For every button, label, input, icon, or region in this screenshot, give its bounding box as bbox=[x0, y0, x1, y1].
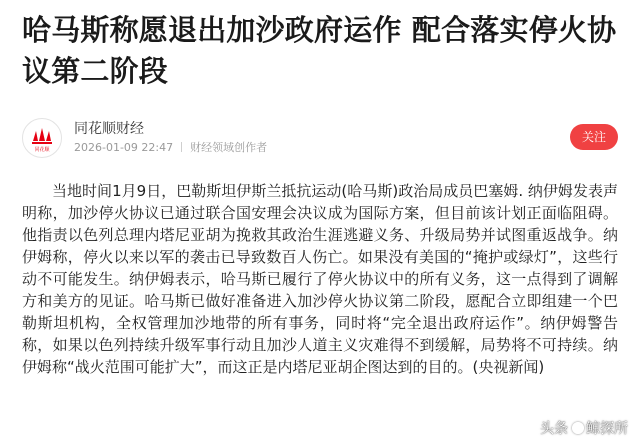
follow-button[interactable]: 关注 bbox=[570, 124, 618, 150]
author-meta bbox=[74, 140, 267, 155]
meta-divider bbox=[181, 142, 182, 152]
watermark-prefix: 头条 bbox=[540, 421, 568, 437]
publish-date: 2026-01-09 22:47 bbox=[74, 141, 174, 154]
article-body: 当地时间1月9日，巴勒斯坦伊斯兰抵抗运动(哈马斯)政治局成员巴塞姆. 纳伊姆发表声明称，加沙停火协议已通过联合国安理会决议成为国际方案，但目前该计划正面临阻碍。他指责以色列总理内塔尼亚胡为挽救其政治生涯逃避义务、升级局势并试图重返战争。纳伊姆称，停火以来以军的袭击已导致数百人伤亡。如果没有美国的“掩护或绿灯”，这些行动不可能发生。纳伊姆表示，哈马斯已履行了停火协议中的所有义务，这一点得到了调解方和美方的见证。哈马斯已做好准备进入加沙停火协议第二阶段，愿配合立即组建一个巴勒斯坦机构，全权管理加沙地带的所有事务，同时将“完全退出政府运作”。纳伊姆警告称，如果以色列持续升级军事行动且加沙人道主义灾难得不到缓解，局势将不可持续。纳伊姆称“战火范围可能扩大”，而这正是内塔尼亚胡企图达到的目的。(央视新闻) bbox=[22, 182, 618, 376]
watermark-name: 鲸探所 bbox=[586, 421, 628, 437]
avatar-logo-text: 同花顺 bbox=[34, 147, 50, 153]
author-tag: 财经领域创作者 bbox=[190, 141, 268, 154]
article-title: 哈马斯称愿退出加沙政府运作 配合落实停火协议第二阶段 bbox=[22, 13, 617, 88]
author-avatar[interactable] bbox=[22, 118, 62, 158]
author-name[interactable]: 同花顺财经 bbox=[74, 121, 144, 137]
watermark bbox=[540, 419, 628, 439]
author-row bbox=[22, 118, 618, 158]
toutiao-watermark-icon bbox=[572, 422, 584, 434]
tonghuashun-logo-icon bbox=[23, 119, 61, 157]
